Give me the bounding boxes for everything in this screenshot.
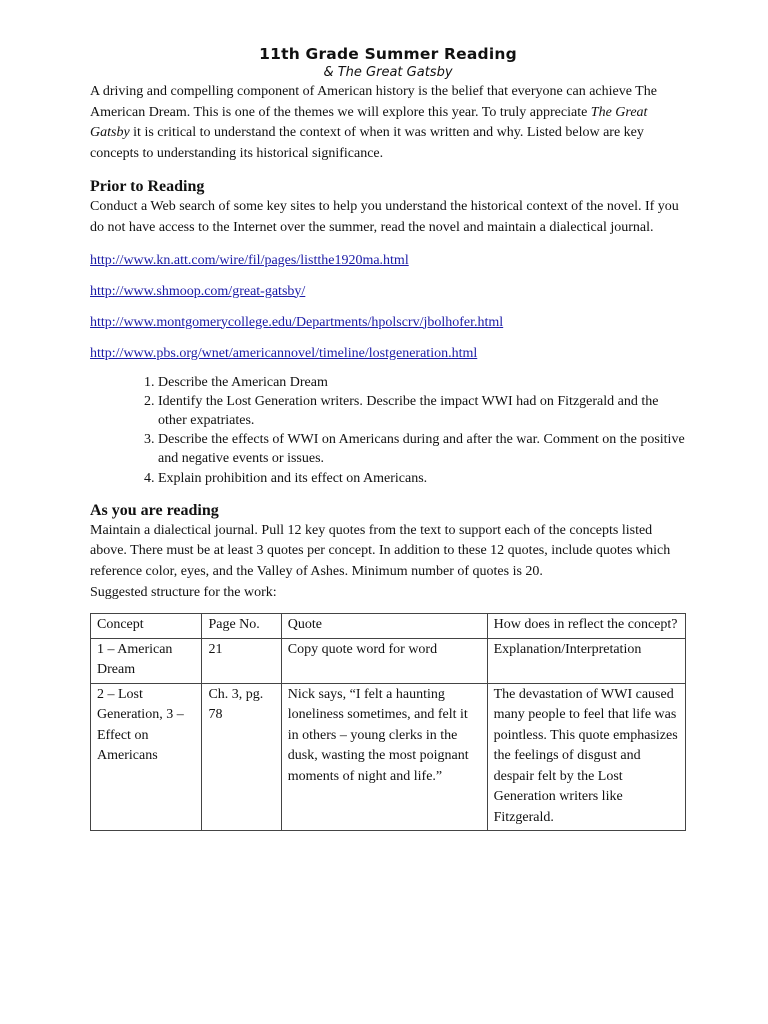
concept-item: 2. Identify the Lost Generation writers. Describe the impact WWI had on Fitzgerald and the other expatriates. — [158, 392, 686, 430]
intro-text-part2: it is critical to understand the context of when it was written and why. Listed below are key concepts to understanding its historical significance. — [90, 125, 644, 161]
table-cell: Ch. 3, pg. 78 — [202, 683, 281, 831]
structure-label: Suggested structure for the work: — [90, 584, 277, 600]
concept-item: 1. Describe the American Dream — [158, 373, 686, 392]
table-cell: Nick says, “I felt a haunting loneliness sometimes, and felt it in others – young clerks in the dusk, wasting the most poignant moments of night and life.” — [281, 683, 487, 831]
page-subtitle: & The Great Gatsby — [323, 65, 453, 80]
intro-text-part1: A driving and compelling component of American history is the belief that everyone can achieve The American Dream. This is one of the themes we will explore this year. To truly appreciate — [90, 84, 657, 120]
concept-item: 3. Describe the effects of WWI on Americans during and after the war. Comment on the positive and negative events or issues. — [158, 430, 686, 468]
table-cell: 21 — [202, 638, 281, 683]
table-cell: 2 – Lost Generation, 3 – Effect on Americans — [91, 683, 202, 831]
concept-item: 4. Explain prohibition and its effect on Americans. — [158, 469, 686, 488]
as-you-read-heading: As you are reading — [90, 501, 219, 519]
link-shmoop[interactable]: http://www.shmoop.com/great-gatsby/ — [90, 283, 306, 299]
intro-paragraph — [90, 82, 686, 164]
table-cell: 1 – American Dream — [91, 638, 202, 683]
table-row — [91, 683, 686, 831]
table-cell: The devastation of WWI caused many people to feel that life was pointless. This quote emphasizes the feelings of disgust and despair felt by the Lost Generation writers like Fitzgerald. — [487, 683, 685, 831]
header-reflection: How does in reflect the concept? — [487, 614, 685, 639]
link-kn-att[interactable]: http://www.kn.att.com/wire/fil/pages/listthe1920ma.html — [90, 252, 409, 268]
intro-book-title: The Great Gatsby — [90, 104, 648, 141]
header-concept: Concept — [91, 614, 202, 639]
link-pbs[interactable]: http://www.pbs.org/wnet/americannovel/timeline/lostgeneration.html — [90, 345, 478, 361]
link-montgomery-college[interactable]: http://www.montgomerycollege.edu/Departments/hpolscrv/jbolhofer.html — [90, 314, 504, 330]
prior-to-reading-heading: Prior to Reading — [90, 178, 205, 196]
concepts-list — [90, 373, 686, 488]
as-you-read-paragraph: Maintain a dialectical journal. Pull 12 key quotes from the text to support each of the concepts listed above. There must be at least 3 quotes per concept. In addition to these 12 quotes, include quotes which reference color, eyes, and the Valley of Ashes. Minimum number of quotes is 20. — [90, 522, 671, 579]
journal-structure-table — [90, 613, 686, 831]
table-cell: Copy quote word for word — [281, 638, 487, 683]
prior-to-reading-paragraph: Conduct a Web search of some key sites to help you understand the historical context of the novel. If you do not have access to the Internet over the summer, read the novel and maintain a dialectical journal. — [90, 199, 679, 235]
table-cell: Explanation/Interpretation — [487, 638, 685, 683]
document-page — [90, 44, 686, 831]
header-quote: Quote — [281, 614, 487, 639]
table-row — [91, 638, 686, 683]
page-title: 11th Grade Summer Reading — [259, 45, 517, 63]
header-page-no: Page No. — [202, 614, 281, 639]
table-header-row — [91, 614, 686, 639]
